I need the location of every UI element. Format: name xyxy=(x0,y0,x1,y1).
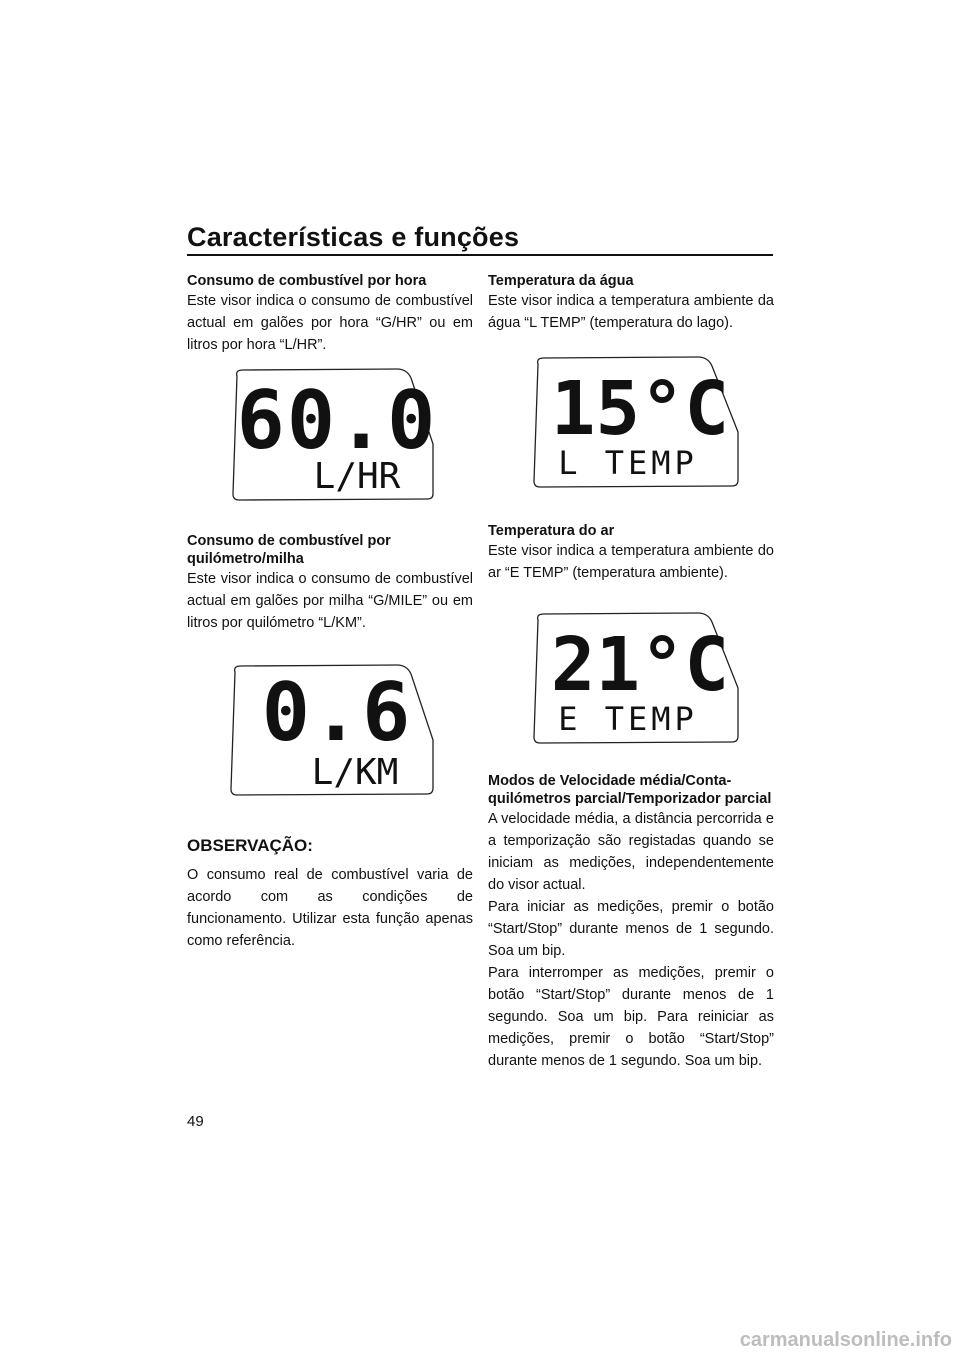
lcd-main-readout: 21°C xyxy=(550,622,730,708)
lcd-display-air-temp xyxy=(488,602,774,752)
lcd-main-readout: 60.0 xyxy=(236,374,438,467)
right-column xyxy=(488,272,774,1072)
left-column xyxy=(187,272,473,952)
section-heading: Temperatura da água xyxy=(488,273,634,289)
section-heading: Consumo de combustível por quilómetro/milha xyxy=(187,533,391,567)
lcd-main-readout: 0.6 xyxy=(261,666,413,759)
section-body: Este visor indica o consumo de combustível actual em galões por hora “G/HR” ou em litros por hora “L/HR”. xyxy=(187,293,473,353)
section-heading: Consumo de combustível por hora xyxy=(187,273,427,289)
page-number: 49 xyxy=(187,1113,204,1130)
lcd-sub-readout: L/HR xyxy=(313,456,401,497)
lcd-display-fuel-distance xyxy=(187,660,473,810)
note-body: O consumo real de combustível varia de acordo com as condições de funcionamento. Utilizar esta função apenas como referência. xyxy=(187,867,473,949)
note-heading: OBSERVAÇÃO: xyxy=(187,836,313,855)
lcd-main-readout: 15°C xyxy=(550,366,730,452)
note-box xyxy=(187,836,473,952)
section-water-temp xyxy=(488,272,774,334)
section-fuel-per-distance xyxy=(187,532,473,634)
section-body: Este visor indica a temperatura ambiente da água “L TEMP” (temperatura do lago). xyxy=(488,293,774,331)
section-air-temp xyxy=(488,522,774,584)
lcd-display-fuel-hour xyxy=(187,356,473,506)
lcd-display-water-temp xyxy=(488,350,774,500)
lcd-sub-readout: L TEMP xyxy=(558,444,698,482)
section-body: Este visor indica a temperatura ambiente do ar “E TEMP” (temperatura ambiente). xyxy=(488,543,774,581)
section-body-start: Para iniciar as medições, premir o botão “Start/Stop” durante menos de 1 segundo. Soa um bip. xyxy=(488,899,774,959)
page-title: Características e funções xyxy=(187,222,520,252)
section-body-stop: Para interromper as medições, premir o botão “Start/Stop” durante menos de 1 segundo. Soa um bip. Para reiniciar as medições, premir o botão “Start/Stop” durante menos de 1 segundo. Soa um bip. xyxy=(488,965,774,1069)
lcd-sub-readout: L/KM xyxy=(311,752,399,793)
section-fuel-per-hour xyxy=(187,272,473,356)
section-heading: Temperatura do ar xyxy=(488,523,615,539)
lcd-sub-readout: E TEMP xyxy=(558,700,698,738)
section-trip-modes xyxy=(488,772,774,1072)
watermark: carmanualsonline.info xyxy=(739,1329,952,1351)
title-rule xyxy=(187,254,773,256)
section-heading: Modos de Velocidade média/Conta-quilómetros parcial/Temporizador parcial xyxy=(488,773,772,807)
section-body: Este visor indica o consumo de combustível actual em galões por milha “G/MILE” ou em litros por quilómetro “L/KM”. xyxy=(187,571,473,631)
section-body: A velocidade média, a distância percorrida e a temporização são registadas quando se iniciam as medições, independentemente do visor actual. xyxy=(488,811,774,893)
